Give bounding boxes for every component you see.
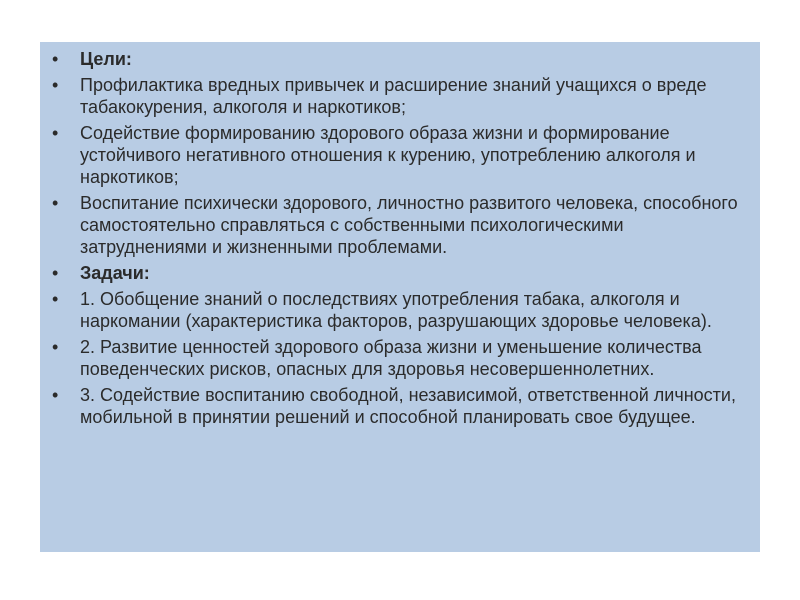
- task-3-text: 3. Содействие воспитанию свободной, независимой, ответственной личности, мобильной в принятии решений и способной планировать свое будущее.: [80, 385, 736, 427]
- bullet-icon: •: [52, 49, 59, 69]
- bullet-icon: •: [52, 75, 59, 95]
- tasks-heading: Задачи:: [80, 263, 150, 283]
- bullet-icon: •: [52, 123, 59, 143]
- goal-2-text: Содействие формированию здорового образа жизни и формирование устойчивого негативного отношения к курению, употреблению алкоголя и наркотиков;: [80, 123, 696, 187]
- task-1-text: 1. Обобщение знаний о последствиях употребления табака, алкоголя и наркомании (характеристика факторов, разрушающих здоровье человека).: [80, 289, 712, 331]
- bullet-icon: •: [52, 385, 59, 405]
- list-item-tasks-heading: [48, 262, 740, 284]
- list-item-task-3: [48, 384, 740, 428]
- list-item-goal-2: [48, 122, 740, 188]
- list-item-goals-heading: [48, 48, 740, 70]
- goals-heading: Цели:: [80, 49, 132, 69]
- list-item-goal-1: [48, 74, 740, 118]
- bullet-icon: •: [52, 289, 59, 309]
- content-panel: [40, 42, 760, 552]
- goals-tasks-list: [48, 48, 740, 428]
- list-item-task-2: [48, 336, 740, 380]
- goal-3-text: Воспитание психически здорового, личностно развитого человека, способного самостоятельно справляться с собственными психологическими затруднениями и жизненными проблемами.: [80, 193, 738, 257]
- bullet-icon: •: [52, 337, 59, 357]
- bullet-icon: •: [52, 263, 59, 283]
- bullet-icon: •: [52, 193, 59, 213]
- list-item-task-1: [48, 288, 740, 332]
- goal-1-text: Профилактика вредных привычек и расширение знаний учащихся о вреде табакокурения, алкоголя и наркотиков;: [80, 75, 707, 117]
- list-item-goal-3: [48, 192, 740, 258]
- task-2-text: 2. Развитие ценностей здорового образа жизни и уменьшение количества поведенческих рисков, опасных для здоровья несовершеннолетних.: [80, 337, 702, 379]
